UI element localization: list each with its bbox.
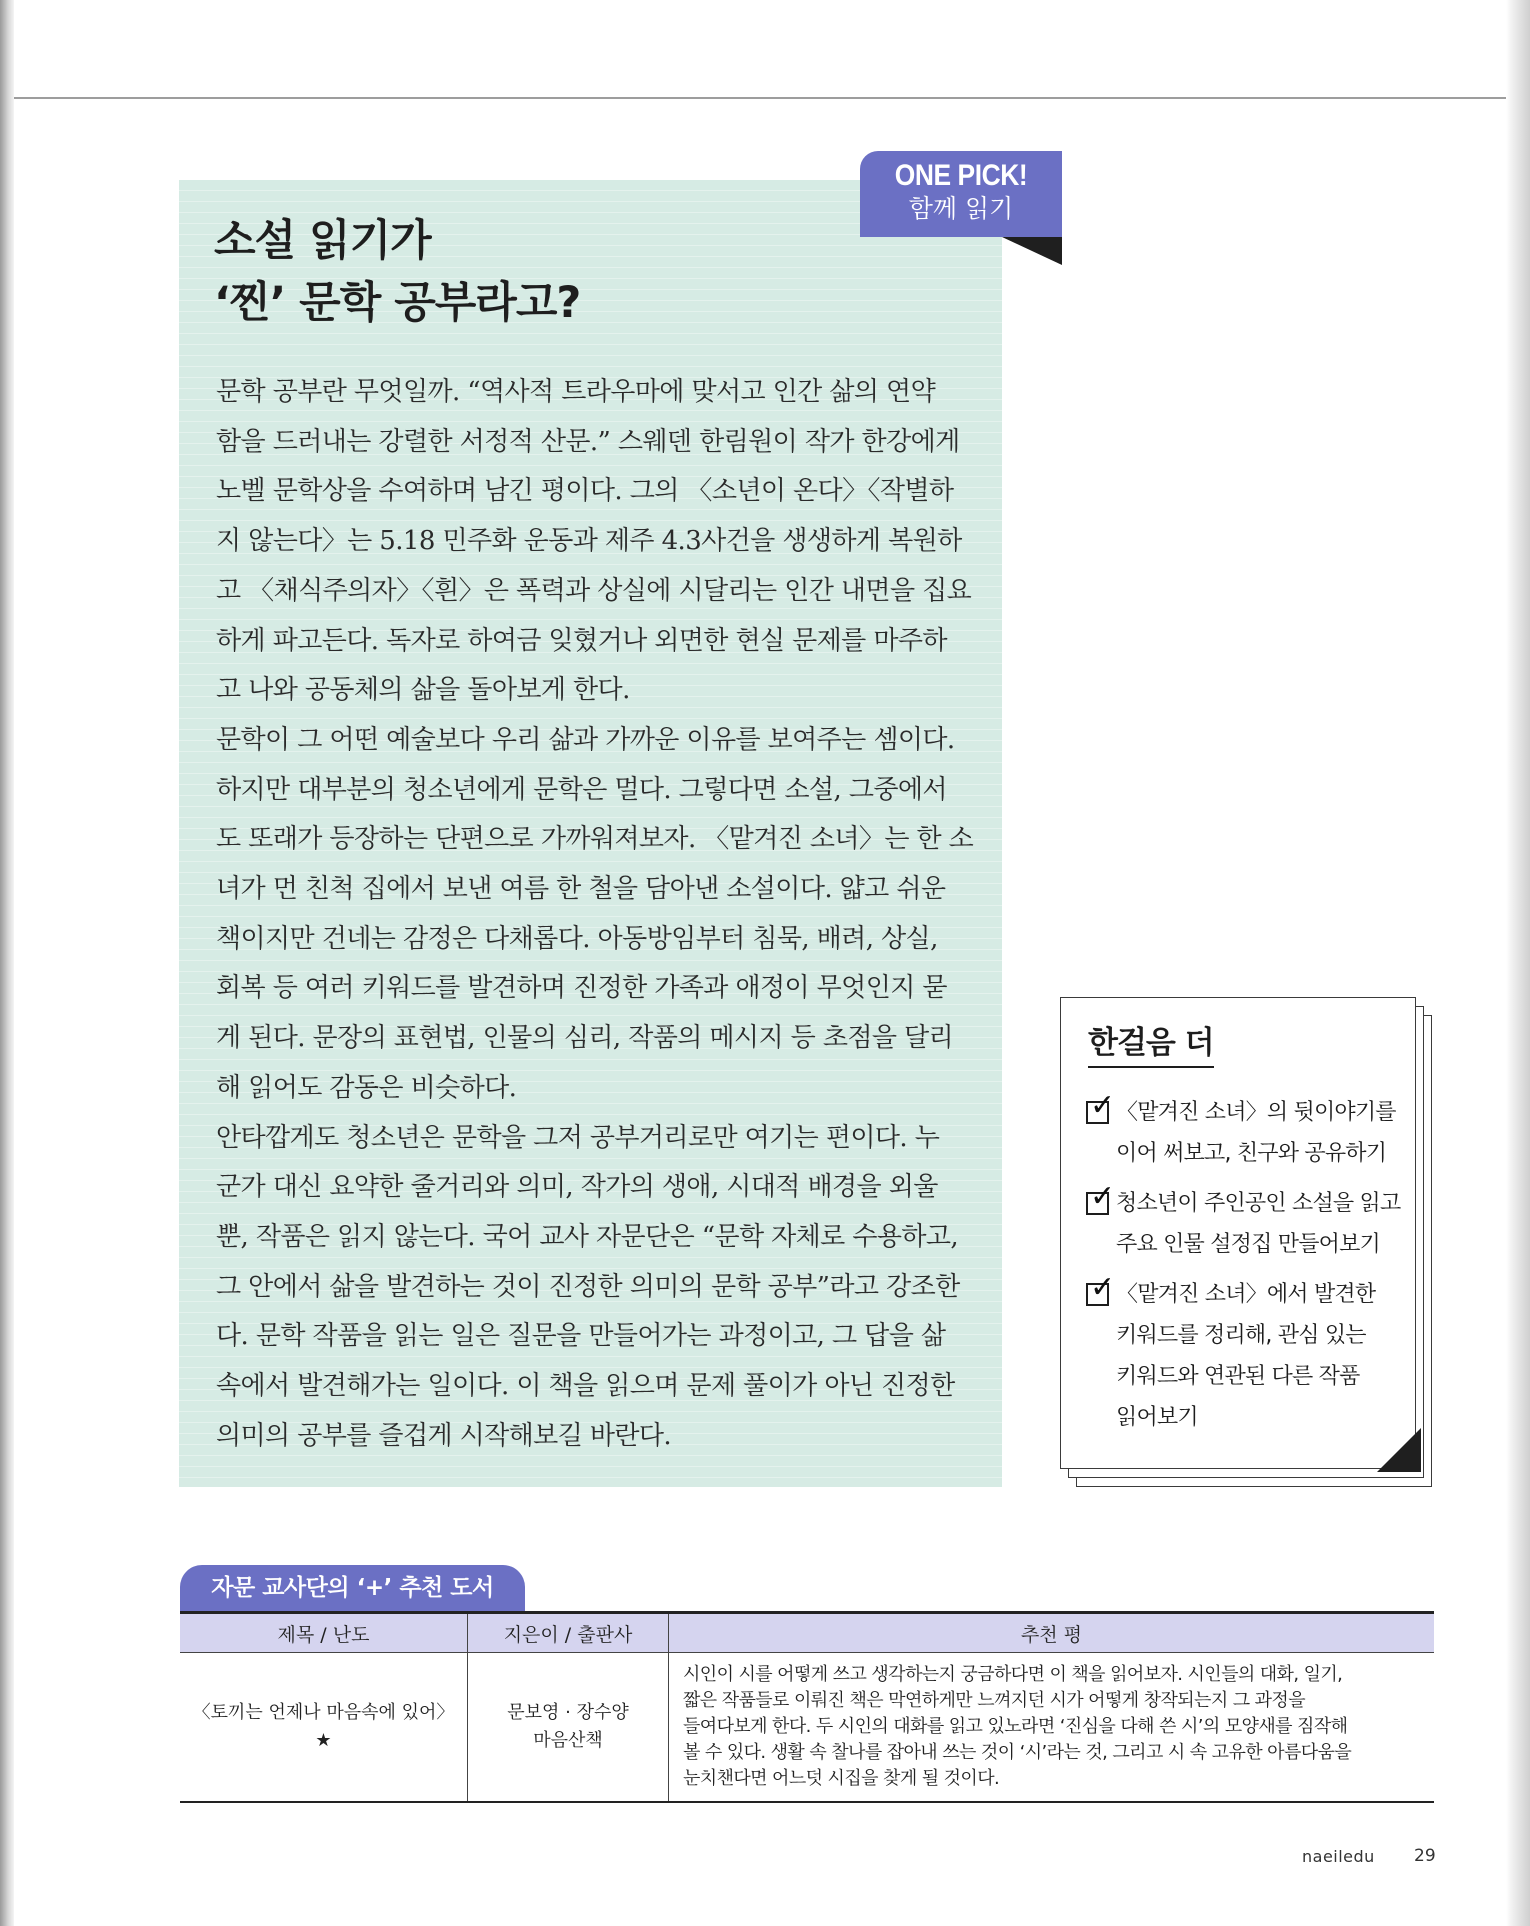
one-pick-subtitle: 함께 읽기 [908,194,1014,223]
side-note-item [1086,1270,1406,1438]
body-line: 게 된다. 문장의 표현법, 인물의 심리, 작품의 메시지 등 초점을 달리 [216,1023,954,1054]
book-author: 문보영 · 장수양 [507,1702,629,1723]
table-row [180,1653,1434,1803]
note-item-line: 키워드와 연관된 다른 작품 [1116,1364,1360,1389]
body-line: 해 읽어도 감동은 비슷하다. [216,1072,517,1103]
note-item-line: 〈맡겨진 소녀〉의 뒷이야기를 [1116,1100,1396,1125]
review-line: 들여다보게 한다. 두 시인의 대화를 읽고 있노라면 ‘진심을 다해 쓴 시’의 모양새를 짐작해 [683,1716,1348,1737]
headline-line: 소설 읽기가 [214,216,431,266]
table-header-row [180,1613,1434,1653]
body-line: 군가 대신 요약한 줄거리와 의미, 작가의 생애, 시대적 배경을 외울 [216,1172,938,1203]
headline-line: ‘찐’ 문학 공부라고? [214,278,581,328]
column-header-author: 지은이 / 출판사 [468,1613,669,1653]
body-line: 속에서 발견해가는 일이다. 이 책을 읽으며 문제 풀이가 아닌 진정한 [216,1371,955,1402]
note-item-line: 읽어보기 [1116,1405,1198,1430]
book-author-cell [468,1653,669,1803]
one-pick-tail [1002,237,1062,265]
review-line: 눈치챈다면 어느덧 시집을 찾게 될 것이다. [683,1768,1000,1789]
side-note-title: 한걸음 더 [1088,1017,1214,1068]
review-line: 짧은 작품들로 이뤄진 책은 막연하게만 느껴지던 시가 어떻게 창작되는지 그 과정을 [683,1690,1306,1711]
body-line: 문학 공부란 무엇일까. “역사적 트라우마에 맞서고 인간 삶의 연약 [216,377,936,407]
checkmark-icon: ✓ [1090,1088,1115,1123]
body-line: 하게 파고든다. 독자로 하여금 잊혔거나 외면한 현실 문제를 마주하 [216,625,947,656]
note-item-line: 키워드를 정리해, 관심 있는 [1116,1323,1366,1348]
body-line: 그 안에서 삶을 발견하는 것이 진정한 의미의 문학 공부”라고 강조한 [216,1271,960,1302]
article-body [216,368,976,1461]
note-item-line: 주요 인물 설정집 만들어보기 [1116,1232,1381,1257]
review-line: 볼 수 있다. 생활 속 찰나를 잡아내 쓰는 것이 ‘시’라는 것, 그리고 시 속 고유한 아름다움을 [683,1742,1352,1763]
recommend-table [180,1611,1434,1803]
note-item-line: 이어 써보고, 친구와 공유하기 [1116,1141,1387,1166]
body-line: 회복 등 여러 키워드를 발견하며 진정한 가족과 애정이 무엇인지 묻 [216,973,947,1004]
footer-page-number: 29 [1414,1846,1436,1866]
book-title: 〈토끼는 언제나 마음속에 있어〉 [192,1702,455,1723]
recommend-tab-label: 자문 교사단의 ‘+’ 추천 도서 [180,1565,525,1611]
checkmark-icon: ✓ [1090,1179,1115,1214]
top-rule [14,97,1506,99]
side-note-item [1086,1088,1406,1174]
body-line: 의미의 공부를 즐겁게 시작해보길 바란다. [216,1420,672,1451]
one-pick-title: ONE PICK! [894,159,1028,192]
one-pick-badge [860,151,1062,237]
checkbox-icon [1086,1270,1115,1306]
book-publisher: 마음산책 [533,1730,603,1751]
book-difficulty-star: ★ [315,1730,332,1751]
body-line: 다. 문학 작품을 읽는 일은 질문을 만들어가는 과정이고, 그 답을 삶 [216,1321,946,1352]
body-line: 문학이 그 어떤 예술보다 우리 삶과 가까운 이유를 보여주는 셈이다. [216,724,955,755]
body-line: 안타깝게도 청소년은 문학을 그저 공부거리로만 여기는 편이다. 누 [216,1122,940,1153]
note-item-line: 〈맡겨진 소녀〉에서 발견한 [1116,1282,1376,1307]
book-review-cell [669,1653,1435,1803]
body-line: 도 또래가 등장하는 단편으로 가까워져보자. 〈맡겨진 소녀〉는 한 소 [216,824,974,855]
checkmark-icon: ✓ [1090,1270,1115,1305]
body-line: 책이지만 건네는 감정은 다채롭다. 아동방임부터 침묵, 배려, 상실, [216,923,938,954]
body-line: 녀가 먼 친척 집에서 보낸 여름 한 철을 담아낸 소설이다. 얇고 쉬운 [216,874,946,905]
body-line: 함을 드러내는 강렬한 서정적 산문.” 스웨덴 한림원이 작가 한강에게 [216,426,960,457]
side-note-list [1086,1088,1406,1447]
body-line: 고 나와 공동체의 삶을 돌아보게 한다. [216,675,630,706]
checkbox-icon [1086,1088,1115,1124]
column-header-review: 추천 평 [669,1613,1435,1653]
body-line: 뿐, 작품은 읽지 않는다. 국어 교사 자문단은 “문학 자체로 수용하고, [216,1221,959,1252]
checkbox-icon [1086,1179,1115,1215]
side-note-item [1086,1179,1406,1265]
body-line: 지 않는다〉는 5.18 민주화 운동과 제주 4.3사건을 생생하게 복원하 [216,526,962,557]
note-item-line: 청소년이 주인공인 소설을 읽고 [1116,1191,1401,1216]
body-line: 노벨 문학상을 수여하며 남긴 평이다. 그의 〈소년이 온다〉〈작별하 [216,476,954,507]
page-binding-shadow [0,0,14,1926]
review-line: 시인이 시를 어떻게 쓰고 생각하는지 궁금하다면 이 책을 읽어보자. 시인들의 대화, 일기, [683,1664,1343,1685]
article-headline [214,210,774,334]
body-line: 고 〈채식주의자〉〈흰〉은 폭력과 상실에 시달리는 인간 내면을 집요 [216,575,972,606]
column-header-title: 제목 / 난도 [180,1613,468,1653]
page-edge-shadow [1506,0,1530,1926]
body-line: 하지만 대부분의 청소년에게 문학은 멀다. 그렇다면 소설, 그중에서 [216,774,947,805]
book-title-cell [180,1653,468,1803]
footer-magazine-name: naeiledu [1302,1847,1375,1866]
